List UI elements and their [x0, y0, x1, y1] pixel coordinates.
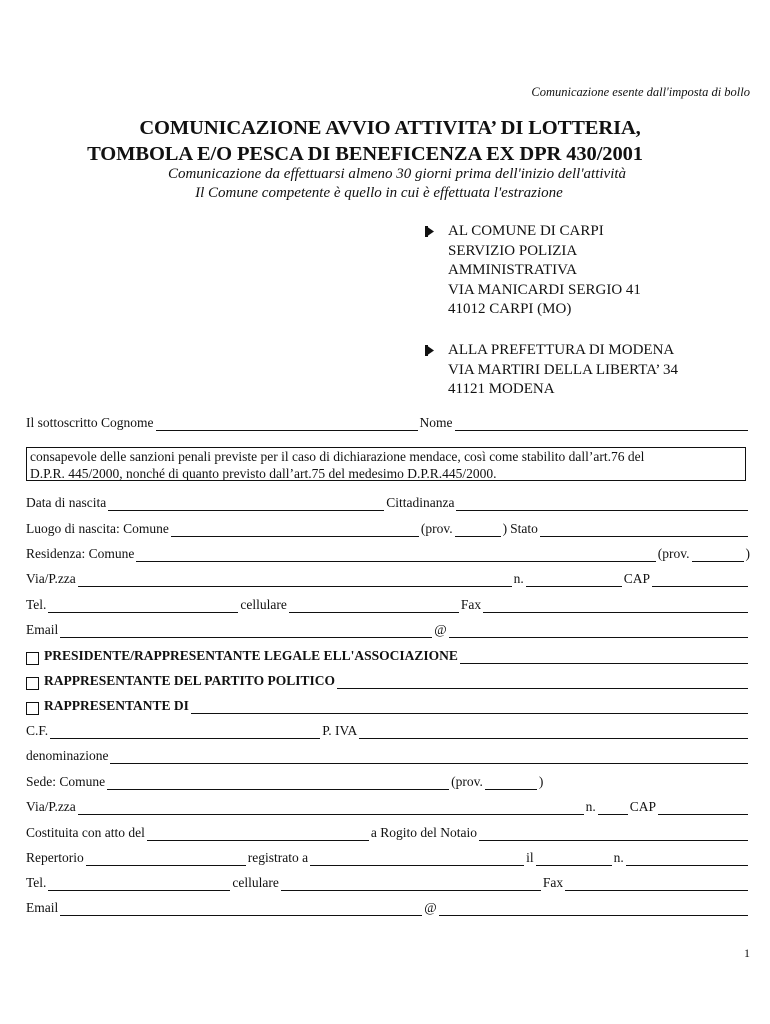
recipient-line: VIA MARTIRI DELLA LIBERTA’ 34	[448, 361, 679, 378]
constituted-field[interactable]	[147, 828, 369, 841]
paren-close: )	[745, 546, 750, 561]
email-user-field[interactable]	[60, 625, 432, 638]
page-number: 1	[744, 946, 750, 960]
disclaimer-box	[26, 447, 746, 481]
row-phone	[26, 596, 750, 613]
cap-label: CAP	[623, 571, 650, 586]
row-residence	[26, 545, 750, 562]
seat-label: Sede: Comune	[26, 774, 106, 789]
paren-close: )	[502, 521, 508, 536]
disclaimer-line2: D.P.R. 445/2000, nonché di quanto previsto dall’art.75 del medesimo D.P.R.445/2000.	[30, 465, 497, 481]
surname-label: Il sottoscritto Cognome	[26, 415, 154, 430]
stamp-exempt-note: Comunicazione esente dall'imposta di bollo	[531, 85, 750, 99]
tel-label: Tel.	[26, 597, 47, 612]
constituted-label: Costituita con atto del	[26, 825, 145, 840]
other-field[interactable]	[191, 701, 748, 714]
org-number-field[interactable]	[598, 802, 628, 815]
row-denomination	[26, 747, 750, 764]
disclaimer-line1: consapevole delle sanzioni penali previste per il caso di dichiarazione mendace, così come stabilito dall’art.76 del	[30, 449, 645, 464]
number-field[interactable]	[526, 574, 622, 587]
row-seat	[26, 773, 750, 790]
cf-field[interactable]	[50, 726, 320, 739]
citizenship-label: Cittadinanza	[386, 495, 455, 510]
registered-label: registrato a	[247, 850, 309, 865]
other-checkbox[interactable]	[26, 702, 39, 715]
recipient-line: AL COMUNE DI CARPI	[448, 223, 604, 239]
birth-place-label: Luogo di nascita: Comune	[26, 521, 169, 536]
recipient-line: 41012 CARPI (MO)	[448, 301, 572, 318]
recipient-line: VIA MANICARDI SERGIO 41	[448, 281, 641, 298]
tel-field[interactable]	[48, 600, 238, 613]
org-mobile-field[interactable]	[281, 878, 541, 891]
residence-field[interactable]	[136, 549, 655, 562]
org-email-user-field[interactable]	[60, 903, 422, 916]
birth-prov-label: (prov.	[420, 521, 453, 536]
at-sign: @	[434, 622, 447, 637]
on-label: il	[526, 850, 534, 865]
row-surname-name	[26, 414, 750, 431]
row-repertory	[26, 849, 750, 866]
denomination-label: denominazione	[26, 748, 109, 763]
party-field[interactable]	[337, 676, 748, 689]
org-street-label: Via/P.zza	[26, 799, 76, 814]
row-org-street	[26, 798, 750, 815]
row-constituted	[26, 824, 750, 841]
org-email-label: Email	[26, 900, 59, 915]
org-number-label: n.	[585, 799, 596, 814]
other-label: RAPPRESENTANTE DI	[44, 698, 189, 713]
citizenship-field[interactable]	[456, 498, 748, 511]
vat-field[interactable]	[359, 726, 748, 739]
recipient-line: ALLA PREFETTURA DI MODENA	[448, 342, 675, 358]
mobile-label: cellulare	[240, 597, 287, 612]
row-org-phone	[26, 874, 750, 891]
arrow-bullet-icon	[424, 225, 436, 238]
form-subtitle-line2: Il Comune competente è quello in cui è effettuata l'estrazione	[195, 185, 563, 201]
form-title-line2: TOMBOLA E/O PESCA DI BENEFICENZA EX DPR 430/2001	[87, 143, 643, 165]
name-field[interactable]	[455, 418, 749, 431]
row-role-party	[26, 672, 750, 689]
arrow-bullet-icon	[424, 344, 436, 357]
street-field[interactable]	[78, 574, 512, 587]
fax-field[interactable]	[483, 600, 748, 613]
recipient-line: AMMINISTRATIVA	[448, 262, 577, 279]
org-at-sign: @	[424, 900, 437, 915]
mobile-field[interactable]	[289, 600, 459, 613]
state-field[interactable]	[540, 524, 748, 537]
org-tel-label: Tel.	[26, 875, 47, 890]
org-cap-field[interactable]	[658, 802, 748, 815]
party-checkbox[interactable]	[26, 677, 39, 690]
paren-close: )	[538, 774, 544, 789]
recipient-line: 41121 MODENA	[448, 381, 555, 398]
email-domain-field[interactable]	[449, 625, 748, 638]
notary-label: a Rogito del Notaio	[370, 825, 477, 840]
cap-field[interactable]	[652, 574, 748, 587]
number-label: n.	[513, 571, 524, 586]
row-role-president	[26, 647, 750, 664]
org-fax-label: Fax	[542, 875, 564, 890]
row-email	[26, 621, 750, 638]
row-birth-date	[26, 494, 750, 511]
org-fax-field[interactable]	[565, 878, 748, 891]
reg-number-label: n.	[613, 850, 624, 865]
row-birth-place	[26, 520, 750, 537]
residence-prov-label: (prov.	[657, 546, 690, 561]
surname-field[interactable]	[156, 418, 418, 431]
org-mobile-label: cellulare	[232, 875, 279, 890]
vat-label: P. IVA	[322, 723, 358, 738]
president-checkbox[interactable]	[26, 652, 39, 665]
name-label: Nome	[419, 415, 453, 430]
president-field[interactable]	[460, 651, 748, 664]
row-cf-vat	[26, 722, 750, 739]
fax-label: Fax	[460, 597, 482, 612]
party-label: RAPPRESENTANTE DEL PARTITO POLITICO	[44, 673, 335, 688]
residence-label: Residenza: Comune	[26, 546, 135, 561]
residence-prov-field[interactable]	[692, 549, 744, 562]
birth-date-field[interactable]	[108, 498, 384, 511]
seat-prov-label: (prov.	[451, 774, 483, 789]
org-street-field[interactable]	[78, 802, 584, 815]
email-label: Email	[26, 622, 59, 637]
state-label: Stato	[510, 521, 538, 536]
row-role-other	[26, 697, 750, 714]
registered-field[interactable]	[310, 853, 524, 866]
form-title-line1: COMUNICAZIONE AVVIO ATTIVITA’ DI LOTTERIA,	[139, 117, 641, 139]
reg-date-field[interactable]	[536, 853, 612, 866]
notary-field[interactable]	[479, 828, 748, 841]
birth-date-label: Data di nascita	[26, 495, 107, 510]
org-tel-field[interactable]	[48, 878, 230, 891]
org-email-domain-field[interactable]	[439, 903, 748, 916]
seat-field[interactable]	[107, 777, 449, 790]
org-cap-label: CAP	[629, 799, 656, 814]
street-label: Via/P.zza	[26, 571, 76, 586]
recipient-line: SERVIZIO POLIZIA	[448, 242, 578, 259]
president-label: PRESIDENTE/RAPPRESENTANTE LEGALE ELL'ASSOCIAZIONE	[44, 648, 458, 663]
denomination-field[interactable]	[110, 751, 748, 764]
form-subtitle-line1: Comunicazione da effettuarsi almeno 30 giorni prima dell'inizio dell'attività	[167, 166, 627, 182]
repertory-field[interactable]	[86, 853, 246, 866]
cf-label: C.F.	[26, 723, 49, 738]
row-org-email	[26, 899, 750, 916]
repertory-label: Repertorio	[26, 850, 84, 865]
birth-prov-field[interactable]	[455, 524, 501, 537]
birth-place-field[interactable]	[171, 524, 419, 537]
row-street	[26, 570, 750, 587]
reg-number-field[interactable]	[626, 853, 748, 866]
seat-prov-field[interactable]	[485, 777, 537, 790]
